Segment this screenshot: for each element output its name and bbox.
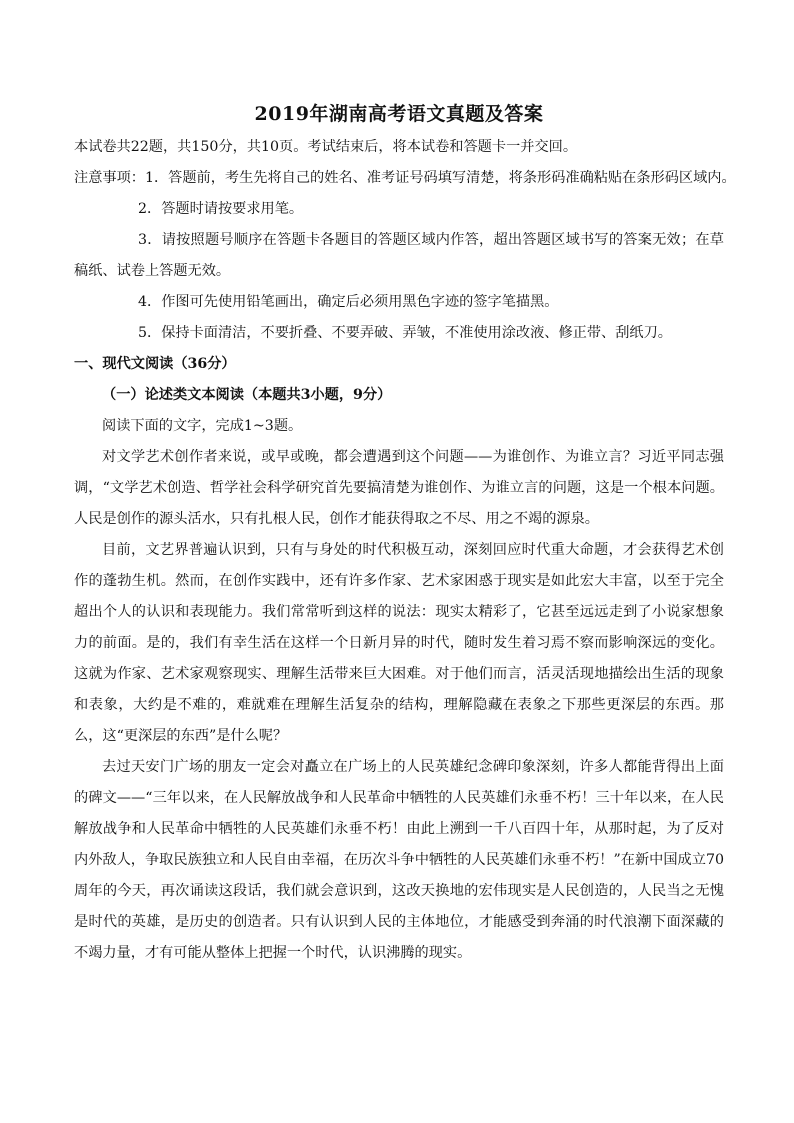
passage-paragraph-1: 对文学艺术创作者来说，或早或晚，都会遭遇到这个问题——为谁创作、为谁立言？习近平同志强调，“文学艺术创造、哲学社会科学研究首先要搞清楚为谁创作、为谁立言的问题，这是一个根本问题。人民是创作的源头活水，只有扎根人民，创作才能获得取之不尽、用之不竭的源泉。: [74, 449, 724, 527]
document-title: 2019年湖南高考语文真题及答案: [254, 103, 544, 125]
notice-item-1-text: 1．答题前，考生先将自己的姓名、准考证号码填写清楚，将条形码准确粘贴在条形码区域内。: [144, 170, 736, 186]
notice-item-2: 2．答题时请按要求用笔。: [138, 201, 304, 217]
notice-item-5: 5．保持卡面清洁，不要折叠、不要弄破、弄皱，不准使用涂改液、修正带、刮纸刀。: [138, 325, 672, 341]
notice-item-4: 4．作图可先使用铅笔画出，确定后必须用黑色字迹的签字笔描黑。: [138, 294, 559, 310]
exam-intro: 本试卷共22题，共150分，共10页。考试结束后，将本试卷和答题卡一并交回。: [74, 139, 578, 155]
notice-item-1: [74, 163, 736, 194]
document-page: [74, 100, 736, 969]
subsection-heading: （一）论述类文本阅读（本题共3小题，9分）: [102, 387, 392, 403]
passage-paragraph-3: 去过天安门广场的朋友一定会对矗立在广场上的人民英雄纪念碑印象深刻，许多人都能背得出上面的碑文——“三年以来，在人民解放战争和人民革命中牺牲的人民英雄们永垂不朽！三十年以来，在人民解放战争和人民革命中牺牲的人民英雄们永垂不朽！由此上溯到一千八百四十年，从那时起，为了反对内外敌人，争取民族独立和人民自由幸福，在历次斗争中牺牲的人民英雄们永垂不朽！”在新中国成立70周年的今天，再次诵读这段话，我们就会意识到，这改天换地的宏伟现实是人民创造的，人民当之无愧是时代的英雄，是历史的创造者。只有认识到人民的主体地位，才能感受到奔涌的时代浪潮下面深藏的不竭力量，才有可能从整体上把握一个时代，认识沸腾的现实。: [74, 759, 724, 961]
reading-instruction: 阅读下面的文字，完成1~3题。: [102, 418, 303, 434]
notice-label: 注意事项：: [74, 170, 145, 186]
notice-item-3: 3．请按照题号顺序在答题卡各题目的答题区域内作答，超出答题区域书写的答案无效；在草稿纸、试卷上答题无效。: [74, 232, 724, 279]
passage-paragraph-2: 目前，文艺界普遍认识到，只有与身处的时代积极互动，深刻回应时代重大命题，才会获得艺术创作的蓬勃生机。然而，在创作实践中，还有许多作家、艺术家困惑于现实是如此宏大丰富，以至于完全超出个人的认识和表现能力。我们常常听到这样的说法：现实太精彩了，它甚至远远走到了小说家想象力的前面。是的，我们有幸生活在这样一个日新月异的时代，随时发生着习焉不察而影响深远的变化。这就为作家、艺术家观察现实、理解生活带来巨大困难。对于他们而言，活灵活现地描绘出生活的现象和表象，大约是不难的，难就难在理解生活复杂的结构，理解隐藏在表象之下那些更深层的东西。那么，这“更深层的东西”是什么呢？: [74, 542, 724, 744]
section-heading: 一、现代文阅读（36分）: [74, 356, 236, 372]
